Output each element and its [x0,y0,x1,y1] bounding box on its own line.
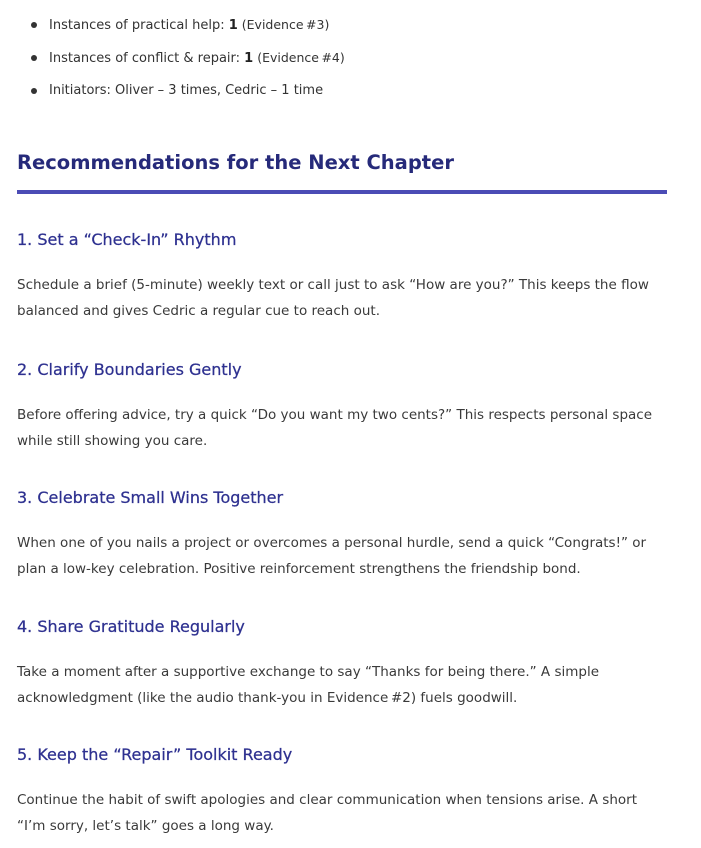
list-item [31,80,345,113]
stat-label: Instances of conflict & repair: [49,51,245,66]
recommendation-2 [17,358,667,454]
stat-evidence: (Evidence #4) [253,50,345,65]
stat-value: 1 [228,18,238,33]
recommendation-body: Take a moment after a supportive exchange to say “Thanks for being there.” A simple acknowledgment (like the audio thank-you in Evidence #2) fuels goodwill. [17,664,600,706]
section-divider [17,190,667,194]
stat-label: Instances of practical help: [49,18,229,33]
recommendation-3 [17,486,667,582]
recommendation-body: Before offering advice, try a quick “Do you want my two cents?” This respects personal space while still showing you care. [17,407,653,449]
recommendation-body: Continue the habit of swift apologies and clear communication when tensions arise. A short “I’m sorry, let’s talk” goes a long way. [17,792,637,834]
list-item [31,14,345,47]
bullet-icon [31,88,37,94]
recommendation-5 [17,743,667,839]
bullet-icon [31,55,37,61]
stat-value: 1 [244,51,254,66]
recommendation-body: Schedule a brief (5-minute) weekly text or call just to ask “How are you?” This keeps the flow balanced and gives Cedric a regular cue to reach out. [17,277,649,319]
list-item [31,47,345,80]
recommendation-4 [17,615,667,711]
recommendation-body: When one of you nails a project or overcomes a personal hurdle, send a quick “Congrats!” or plan a low-key celebration. Positive reinforcement strengthens the friendship bond. [17,535,647,577]
stats-list [31,14,345,113]
section-title: Recommendations for the Next Chapter [17,151,454,174]
bullet-icon [31,22,37,28]
recommendation-heading: 5. Keep the “Repair” Toolkit Ready [17,745,293,764]
recommendation-heading: 4. Share Gratitude Regularly [17,617,245,636]
recommendation-heading: 2. Clarify Boundaries Gently [17,360,242,379]
recommendation-heading: 3. Celebrate Small Wins Together [17,488,284,507]
stat-evidence: (Evidence #3) [237,17,330,32]
recommendation-1 [17,228,667,324]
stat-label: Initiators: Oliver – 3 times, Cedric – 1 time [49,83,324,98]
recommendation-heading: 1. Set a “Check-In” Rhythm [17,230,237,249]
